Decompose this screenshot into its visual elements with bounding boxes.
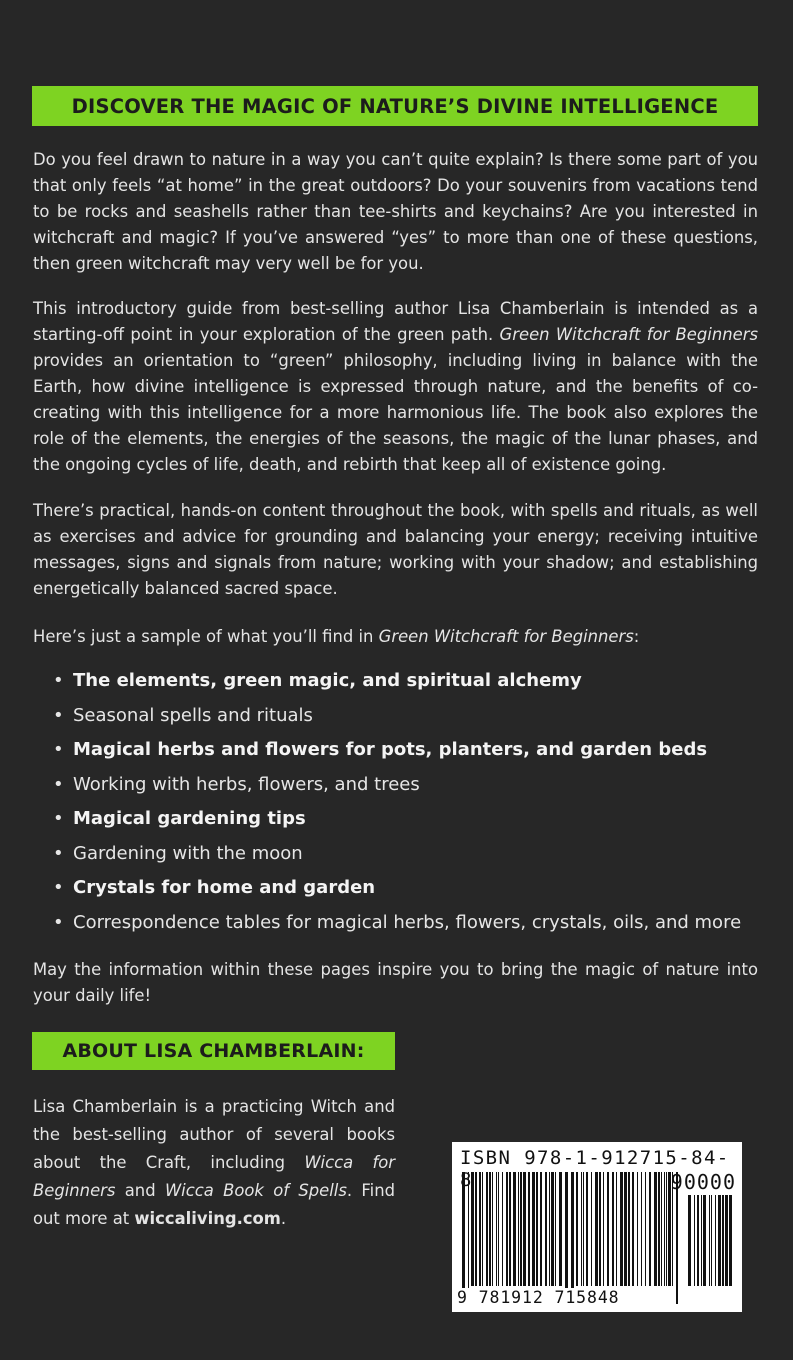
price-code: 90000: [670, 1170, 736, 1194]
barcode-bar: [688, 1195, 691, 1286]
list-item: • Magical gardening tips: [53, 802, 773, 837]
list-item: • Working with herbs, flowers, and trees: [53, 768, 773, 803]
closing-paragraph: May the information within these pages inspire you to bring the magic of nature into your daily life!: [33, 960, 758, 1005]
ean-digits: [456, 1288, 682, 1308]
barcode-bar: [729, 1195, 732, 1286]
description-text-end: provides an orientation to “green” philosophy, including living in balance with the Earth, how divine intelligence is expressed through nature, and the benefits of co-creating with this intelligence for a more harmonious life. The book also explores the role of the elements, the energies of the seasons, the magic of the lunar phases, and the ongoing cycles of life, death, and rebirth that keep all of existence going.: [33, 351, 758, 474]
barcode-bar: [725, 1195, 728, 1286]
barcode-bar: [711, 1195, 712, 1286]
barcode-bar: [722, 1195, 724, 1286]
list-item: • Magical herbs and flowers for pots, planters, and garden beds: [53, 733, 773, 768]
bio-text-1: Lisa Chamberlain is a practicing Witch and the best-selling author of several books about the Craft, including: [33, 1097, 395, 1172]
ean-barcode: [460, 1172, 680, 1304]
list-item: • Crystals for home and garden: [53, 871, 773, 906]
book-title: Green Witchcraft for Beginners: [378, 627, 634, 646]
book-title-wicca-spells: Wicca Book of Spells: [164, 1181, 347, 1200]
book-title: Green Witchcraft for Beginners: [499, 325, 758, 344]
list-item: • The elements, green magic, and spiritual alchemy: [53, 664, 773, 699]
barcode-bar: [703, 1195, 706, 1286]
barcode-bar: [468, 1172, 469, 1304]
barcode-panel: [452, 1142, 742, 1312]
sample-intro-paragraph: [33, 624, 758, 650]
barcode-bar: [718, 1195, 721, 1286]
practical-content-paragraph: There’s practical, hands-on content throughout the book, with spells and rituals, as well as exercises and advice for grounding and balancing your energy; receiving intuitive messages, signs and signals from nature; working with your shadow; and establishing energetically balanced sacred space.: [33, 501, 758, 598]
bio-text-2: and: [115, 1181, 165, 1200]
sample-intro-text: Here’s just a sample of what you’ll find in: [33, 627, 379, 646]
barcode-bar: [701, 1195, 702, 1286]
isbn-number: ISBN 978-1-912715-84-8: [460, 1147, 730, 1191]
ean-digits-text: 9 781912 715848: [457, 1288, 620, 1307]
barcode-bar: [694, 1195, 695, 1286]
barcode-bar: [462, 1172, 465, 1304]
website-link[interactable]: wiccaliving.com: [134, 1209, 281, 1228]
book-title-wicca-beginners: Wicca for Beginners: [33, 1153, 395, 1200]
list-item: • Gardening with the moon: [53, 837, 773, 872]
price-addon-barcode: [686, 1195, 736, 1304]
intro-paragraph: Do you feel drawn to nature in a way you can’t quite explain? Is there some part of you that only feels “at home” in the great outdoors? Do your souvenirs from vacations tend to be rocks and seashells rather than tee-shirts and keychains? Are you interested in witchcraft and magic? If you’ve answered “yes” to more than one of these questions, then green witchcraft may very well be for you.: [33, 150, 758, 273]
description-paragraph: [33, 296, 758, 478]
barcode-bar: [715, 1195, 716, 1286]
list-item: • Seasonal spells and rituals: [53, 699, 773, 734]
barcode-bar: [571, 1172, 574, 1304]
list-item: • Correspondence tables for magical herbs, flowers, crystals, oils, and more: [53, 906, 773, 941]
barcode-bar: [709, 1195, 710, 1286]
barcode-bar: [697, 1195, 699, 1286]
sample-intro-colon: :: [633, 627, 640, 646]
bio-text-4: .: [280, 1209, 287, 1228]
description-text-start: This introductory guide from best-selling author Lisa Chamberlain is intended as a starting-off point in your exploration of the green path.: [33, 299, 758, 344]
heading-banner-about: ABOUT LISA CHAMBERLAIN:: [32, 1032, 395, 1070]
author-bio: [33, 1093, 395, 1233]
heading-banner-discover: DISCOVER THE MAGIC OF NATURE’S DIVINE INTELLIGENCE: [32, 86, 758, 126]
feature-list: [53, 664, 773, 940]
bio-text-3: . Find out more at: [33, 1181, 395, 1228]
barcode-bar: [565, 1172, 568, 1304]
